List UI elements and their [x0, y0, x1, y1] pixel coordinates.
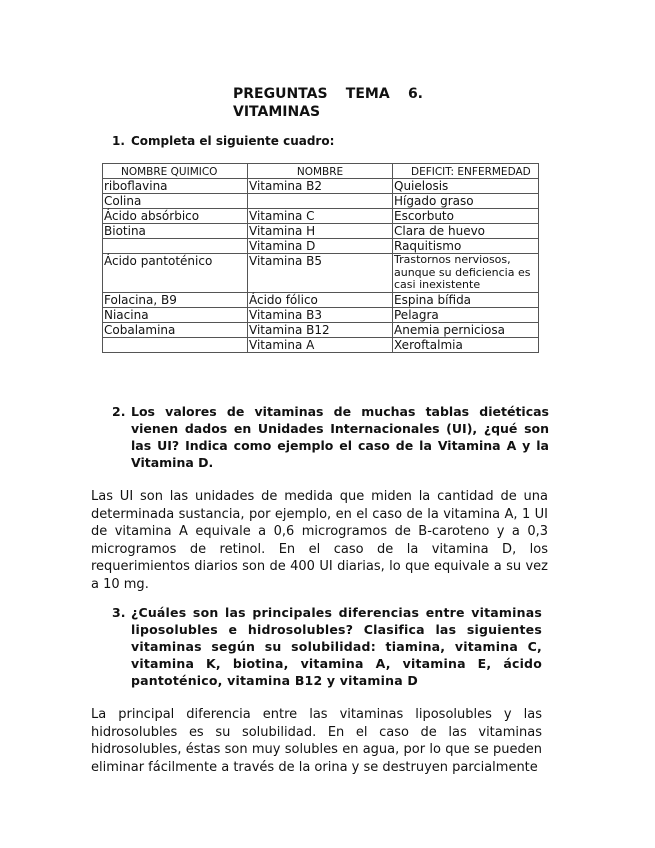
- table-cell: Ácido pantoténico: [103, 254, 248, 293]
- table-cell: Quielosis: [393, 179, 539, 194]
- question-1-number: 1.: [112, 134, 125, 148]
- question-3-text: ¿Cuáles son las principales diferencias entre vitaminas liposolubles e hidrosolubles? Clasifica las siguientes vitaminas según su solubilidad: tiamina, vitamina C, vitamina K, biotina, vitamina A, vitamina E, ácido pantoténico, vitamina B12 y vitamina D: [131, 605, 542, 688]
- table-row: [103, 224, 539, 239]
- answer-2: Las UI son las unidades de medida que miden la cantidad de una determinada sustancia, por ejemplo, en el caso de la vitamina A, 1 UI de vitamina A equivale a 0,6 microgramos de B-caroteno y a 0,3 microgramos de retinol. En el caso de la vitamina D, los requerimientos diarios son de 400 UI diarias, lo que equivale a su vez a 10 mg.: [91, 489, 548, 592]
- table-row: [103, 307, 539, 322]
- table-cell: Ácido absórbico: [103, 209, 248, 224]
- table-row: [103, 239, 539, 254]
- answer-3: La principal diferencia entre las vitaminas liposolubles y las hidrosolubles es su solubilidad. En el caso de las vitaminas hidrosolubles, éstas son muy solubles en agua, por lo que se pueden eliminar fácilmente a través de la orina y se destruyen parcialmente: [91, 707, 542, 775]
- table-cell: Ácido fólico: [248, 292, 393, 307]
- table-cell: Trastornos nerviosos, aunque su deficiencia es casi inexistente: [393, 254, 539, 293]
- header-chemical-name: NOMBRE QUIMICO: [103, 164, 248, 179]
- table-cell: Vitamina B12: [248, 322, 393, 337]
- table-row: [103, 337, 539, 352]
- table-cell: Cobalamina: [103, 322, 248, 337]
- table-cell: Vitamina B5: [248, 254, 393, 293]
- header-name: NOMBRE: [248, 164, 393, 179]
- question-2: [112, 403, 549, 471]
- title-line-1: PREGUNTAS TEMA 6.: [233, 86, 423, 102]
- table-cell: Raquitismo: [393, 239, 539, 254]
- table-cell: Vitamina D: [248, 239, 393, 254]
- table-cell: Vitamina B3: [248, 307, 393, 322]
- question-3-number: 3.: [112, 605, 126, 620]
- question-1-text: Completa el siguiente cuadro:: [131, 134, 335, 148]
- title-line-2: VITAMINAS: [233, 104, 321, 120]
- question-3: [112, 604, 542, 689]
- table-cell: Xeroftalmia: [393, 337, 539, 352]
- table-cell: Vitamina C: [248, 209, 393, 224]
- table-cell: [103, 239, 248, 254]
- table-cell: Espina bífida: [393, 292, 539, 307]
- table-cell: Anemia perniciosa: [393, 322, 539, 337]
- table-cell: riboflavina: [103, 179, 248, 194]
- page-title: [233, 85, 423, 121]
- table-row: [103, 179, 539, 194]
- question-2-number: 2.: [112, 404, 126, 419]
- question-2-text: Los valores de vitaminas de muchas tablas dietéticas vienen dados en Unidades Internacionales (UI), ¿qué son las UI? Indica como ejemplo el caso de la Vitamina A y la Vitamina D.: [131, 404, 549, 470]
- table-row: [103, 254, 539, 293]
- table-cell: Hígado graso: [393, 194, 539, 209]
- vitamins-table: [102, 163, 539, 353]
- table-cell: Escorbuto: [393, 209, 539, 224]
- table-row: [103, 194, 539, 209]
- table-row: [103, 292, 539, 307]
- table-header-row: [103, 164, 539, 179]
- table-cell: [103, 337, 248, 352]
- table-cell: Vitamina H: [248, 224, 393, 239]
- table-row: [103, 209, 539, 224]
- question-1: [112, 133, 334, 150]
- table-cell: Biotina: [103, 224, 248, 239]
- table-cell: Vitamina B2: [248, 179, 393, 194]
- table-cell: Niacina: [103, 307, 248, 322]
- table-cell: Colina: [103, 194, 248, 209]
- table-row: [103, 322, 539, 337]
- header-deficit: DEFICIT: ENFERMEDAD: [393, 164, 539, 179]
- table-cell: Clara de huevo: [393, 224, 539, 239]
- table-cell: [248, 194, 393, 209]
- table-cell: Pelagra: [393, 307, 539, 322]
- table-cell: Folacina, B9: [103, 292, 248, 307]
- table-cell: Vitamina A: [248, 337, 393, 352]
